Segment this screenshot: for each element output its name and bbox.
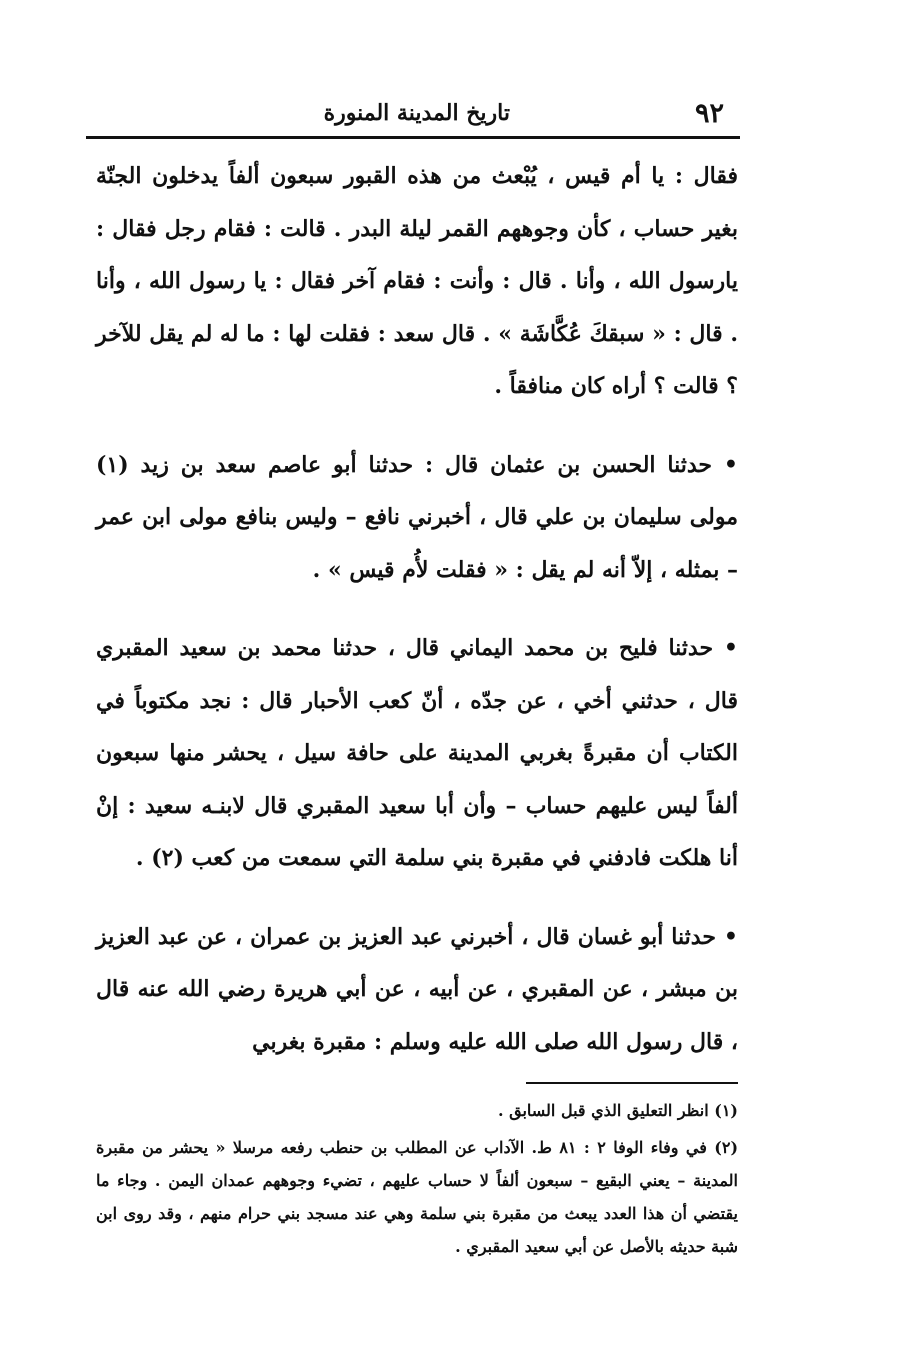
footnotes [96, 1094, 738, 1263]
paragraph-fulayh-al-yamani: • حدثنا فليح بن محمد اليماني قال ، حدثنا محمد بن سعيد المقبري قال ، حدثني أخي ، عن جدّه ، أنّ كعب الأحبار قال : نجد مكتوباً في الكتاب أن مقبرةً بغربي المدينة على حافة سيل ، يحشر منها سبعون ألفاً ليس عليهم حساب – وأن أبا سعيد المقبري قال لابنـه سعيد : إنْ أنا هلكت فادفني في مقبرة بني سلمة التي سمعت من كعب (٢) . [96, 635, 738, 871]
page-header [88, 96, 740, 136]
footnote-2: (٢) في وفاء الوفا ٢ : ٨١ ط. الآداب عن المطلب بن حنطب رفعه مرسلا « يحشر من مقبرة المدينة – يعني البقيع – سبعون ألفاً لا حساب عليهم ، تضيء وجوههم عمدان اليمن . وجاء ما يقتضي أن هذا العدد يبعث من مقبرة بني سلمة وهي عند مسجد بني حرام منهم ، وقد روى ابن شبة حديثه بالأصل عن أبي سعيد المقبري . [96, 1138, 739, 1256]
header-rule [86, 136, 740, 139]
paragraph-umm-qays-continuation: فقال : يا أم قيس ، يُبْعث من هذه القبور سبعون ألفاً يدخلون الجنّة بغير حساب ، كأن وجوههم القمر ليلة البدر . قالت : فقام رجل فقال : يارسول الله ، وأنا . قال : وأنت : فقام آخر فقال : يا رسول الله ، وأنا . قال : « سبقكَ عُكَّاشَة » . قال سعد : فقلت لها : ما له لم يقل للآخر ؟ قالت ؟ أراه كان منافقاً . [96, 163, 738, 399]
page-number: ٩٢ [694, 98, 724, 129]
main-text [96, 150, 738, 1068]
footnote-separator [526, 1082, 738, 1084]
paragraph-hasan-ibn-uthman: • حدثنا الحسن بن عثمان قال : حدثنا أبو عاصم سعد بن زيد (١) مولى سليمان بن علي قال ، أخبرني نافع – وليس بنافع مولى ابن عمر – بمثله ، إلاّ أنه لم يقل : « فقلت لأُم قيس » . [96, 451, 738, 583]
footnote-1: (١) انظر التعليق الذي قبل السابق . [497, 1101, 738, 1120]
running-title: تاريخ المدينة المنورة [323, 100, 510, 126]
paragraph-abu-ghassan: • حدثنا أبو غسان قال ، أخبرني عبد العزيز بن عمران ، عن عبد العزيز بن مبشر ، عن المقبري ، عن أبيه ، عن أبي هريرة رضي الله عنه قال ، قال رسول الله صلى الله عليه وسلم : مقبرة بغربي [96, 923, 738, 1055]
